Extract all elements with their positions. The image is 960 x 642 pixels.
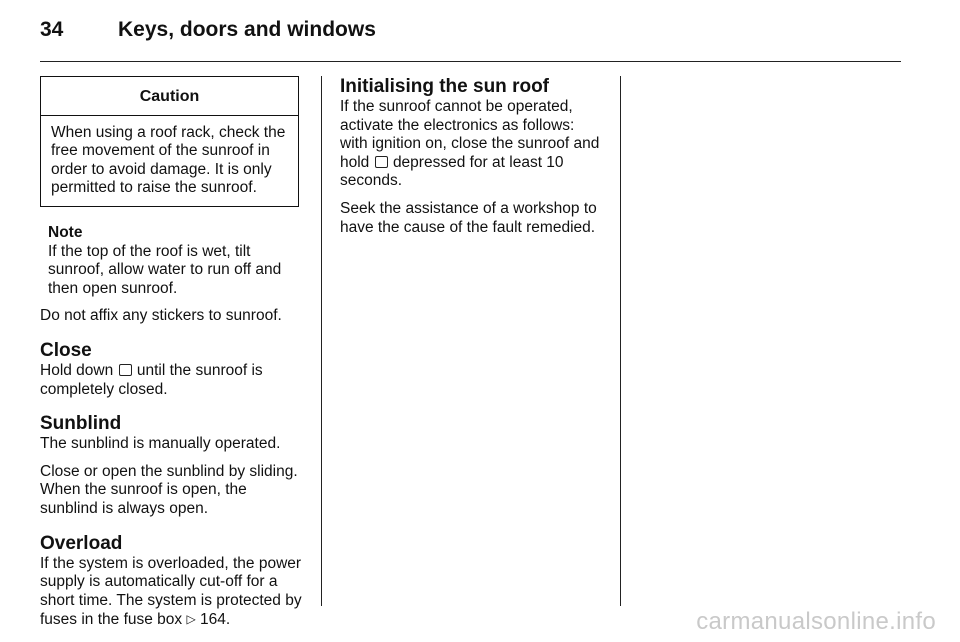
page-number: 34 [40,18,64,41]
overload-ref-page[interactable]: 164. [200,611,231,629]
watermark: carmanualsonline.info [696,608,936,635]
column-divider-left [321,76,322,606]
sunroof-button-icon [119,364,132,376]
caution-title: Caution [41,77,298,116]
page-reference-icon: ▷ [186,612,196,627]
column-divider-right [620,76,621,606]
header-divider [40,61,901,62]
caution-text: When using a roof rack, check the free movement of the sunroof in order to avoid damage. It is only permitted to raise the sunroof. [51,123,286,197]
initialising-text-after: depressed for at least 10 seconds. [340,153,564,190]
sunblind-para-2: Close or open the sunblind by sliding. When the sunroof is open, the sunblind is always open. [40,462,298,517]
note-title: Note [48,223,83,241]
initialising-text [340,98,605,191]
close-text [40,362,302,399]
sunblind-heading: Sunblind [40,413,122,435]
close-heading: Close [40,339,92,361]
note-text: If the top of the roof is wet, tilt sunroof, allow water to run off and then open sunroof. [48,242,282,297]
sunroof-button-icon [375,156,388,168]
left-column [40,76,302,630]
close-text-before: Hold down [40,361,114,379]
initialising-heading: Initialising the sun roof [340,76,549,97]
middle-column [340,76,605,237]
overload-text-body: If the system is overloaded, the power supply is automatically cut-off for a short time. The system is protected by fuses in the fuse box [40,554,302,629]
close-text-after: until the sunroof is completely closed. [40,361,263,398]
caution-box [40,76,299,207]
stickers-text: Do not affix any stickers to sunroof. [40,307,282,325]
overload-heading: Overload [40,532,123,554]
initialising-para-2: Seek the assistance of a workshop to have the cause of the fault remedied. [340,199,597,236]
note-block [40,224,302,298]
initialising-text-before: If the sunroof cannot be operated, activate the electronics as follows: with ignition on, close the sunroof and hold [340,98,600,171]
overload-text [40,555,302,630]
sunblind-para-1: The sunblind is manually operated. [40,435,281,453]
chapter-title: Keys, doors and windows [118,18,376,41]
page-header [40,18,900,46]
